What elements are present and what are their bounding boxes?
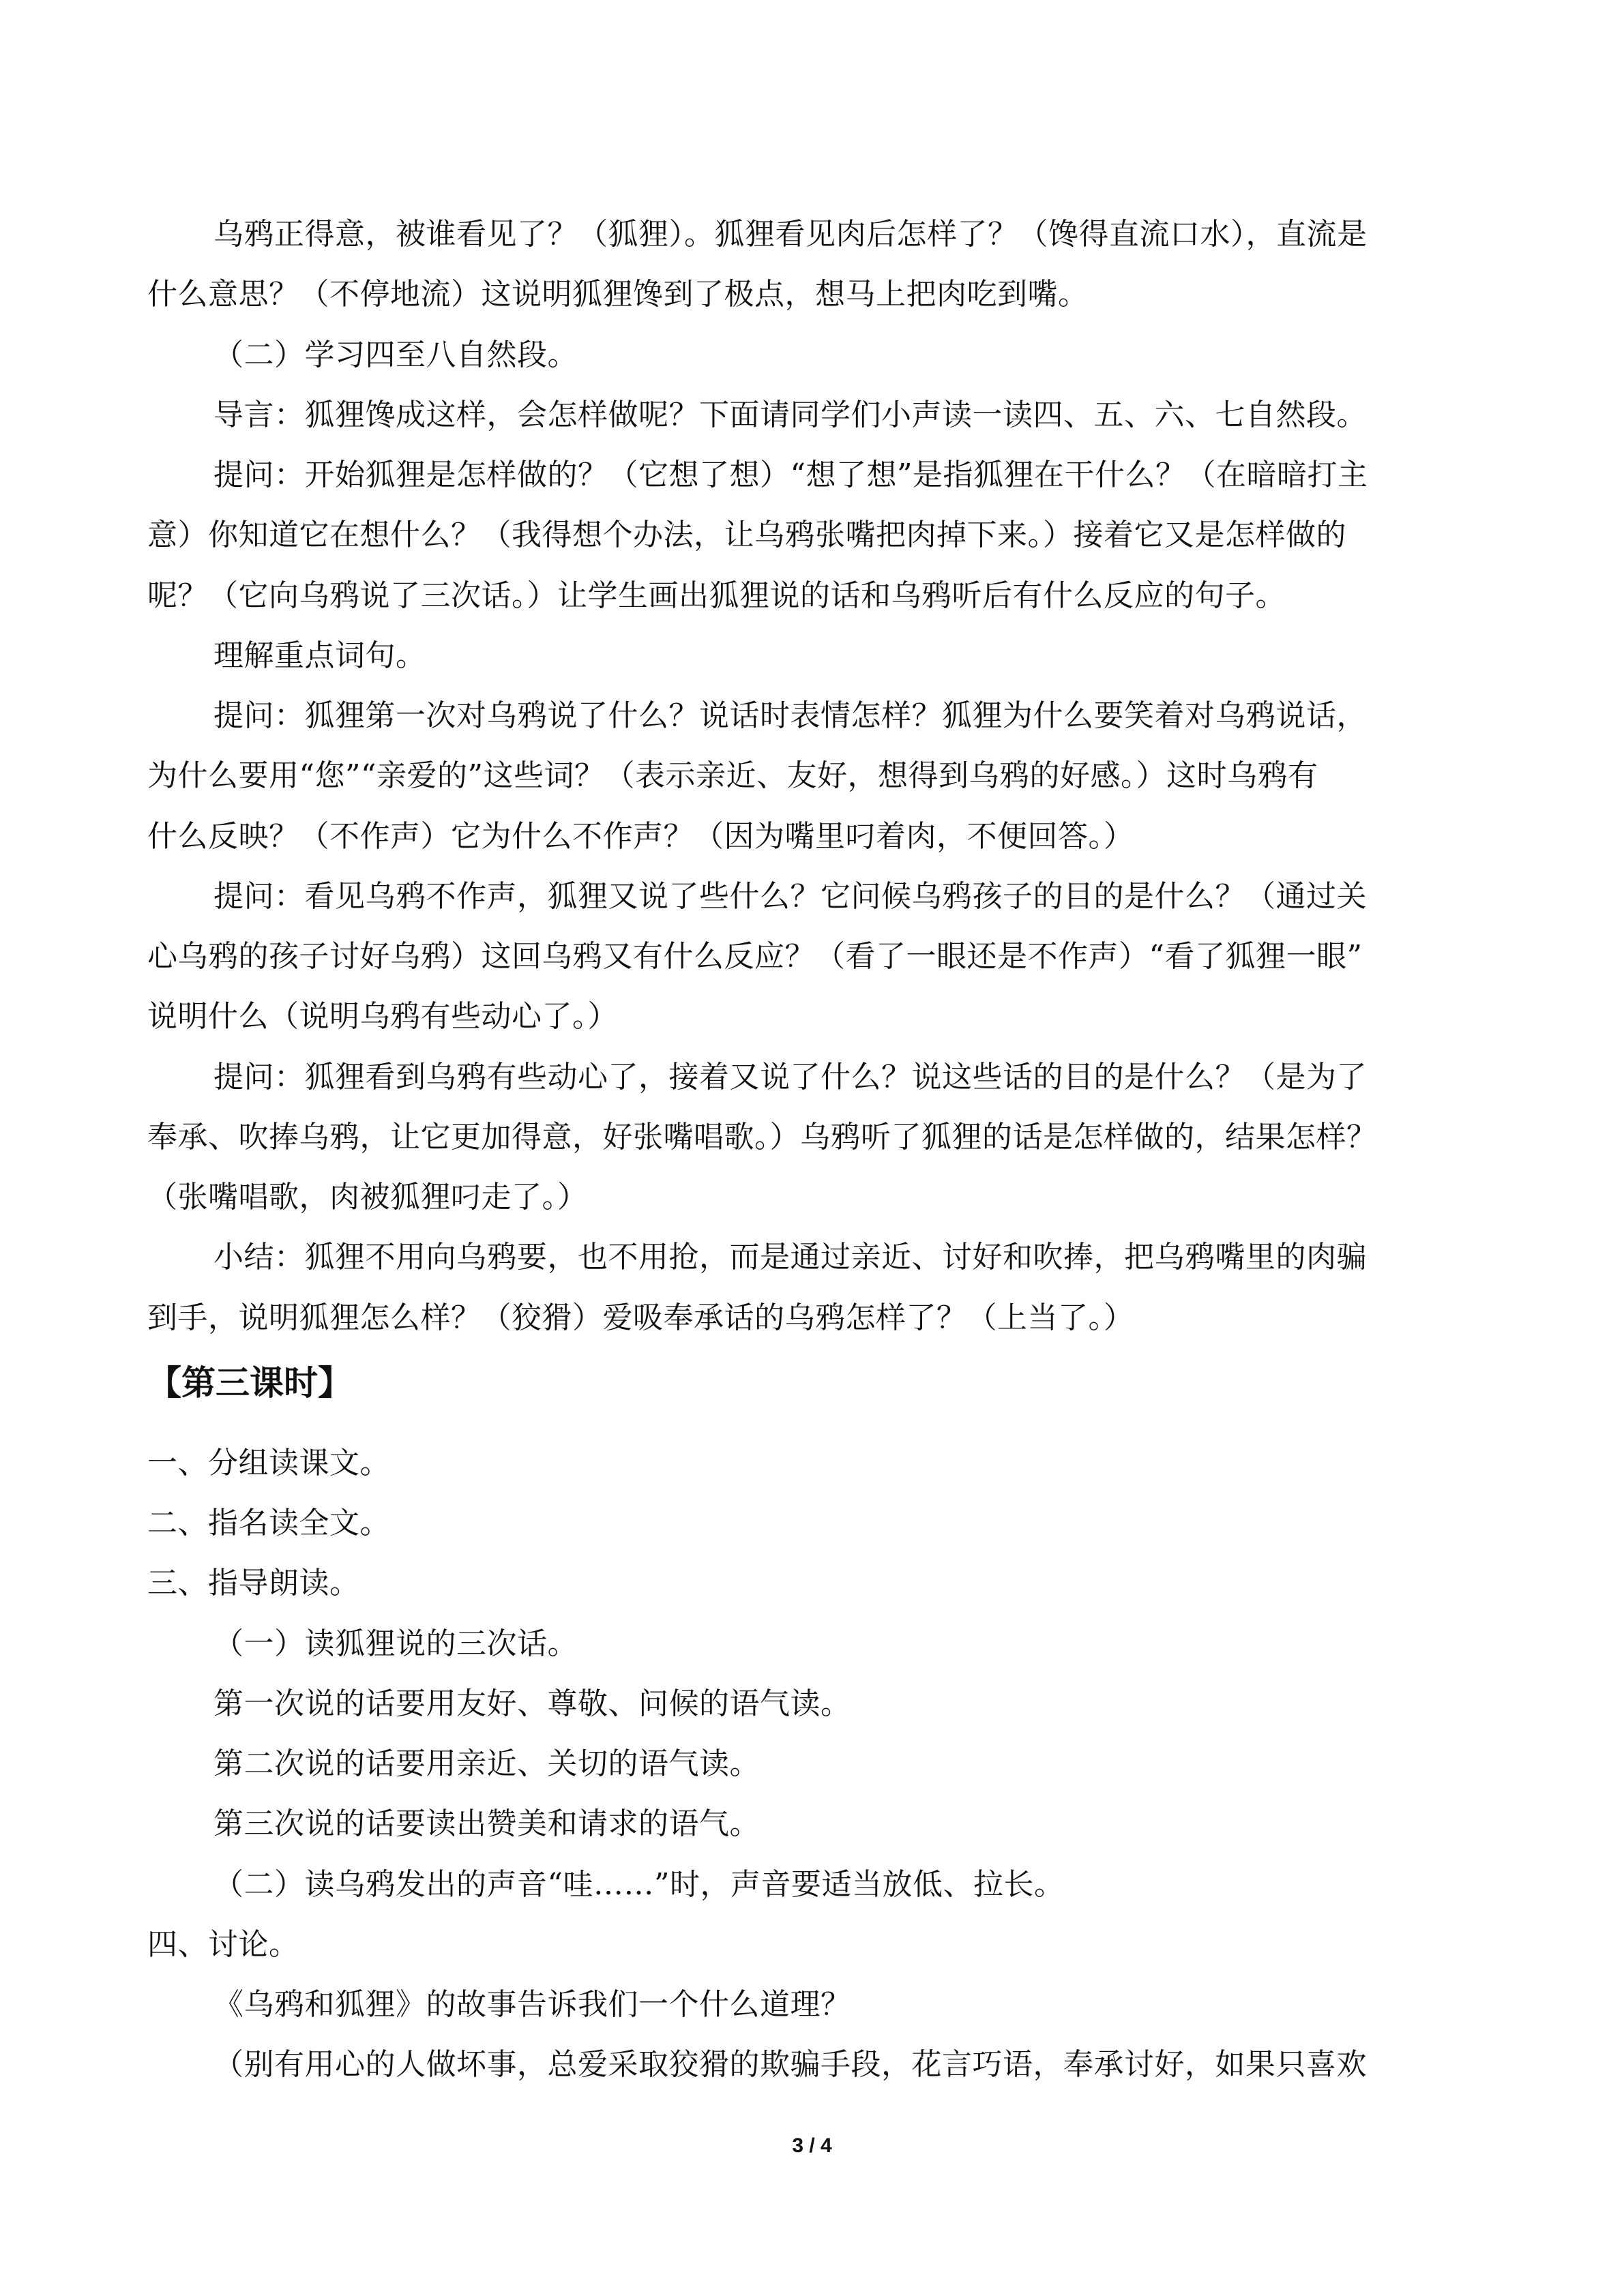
paragraph-line: 到手，说明狐狸怎么样？（狡猾）爱吸奉承话的乌鸦怎样了？（上当了。） (147, 1300, 1134, 1335)
paragraph-line: （张嘴唱歌，肉被狐狸叼走了。） (147, 1180, 588, 1214)
paragraph-line: 《乌鸦和狐狸》的故事告诉我们一个什么道理？ (213, 1987, 851, 2022)
section-subheading: （二）学习四至八自然段。 (213, 338, 578, 372)
paragraph-line: 第一次说的话要用友好、尊敬、问候的语气读。 (213, 1686, 851, 1721)
paragraph-line: 奉承、吹捧乌鸦，让它更加得意，好张嘴唱歌。）乌鸦听了狐狸的话是怎样做的，结果怎样？ (147, 1120, 1377, 1154)
paragraph-line: 提问：狐狸看到乌鸦有些动心了，接着又说了什么？说这些话的目的是什么？（是为了 (213, 1060, 1367, 1094)
paragraph-line: 什么反映？（不作声）它为什么不作声？（因为嘴里叼着肉，不便回答。） (147, 819, 1134, 854)
paragraph-line: 呢？（它向乌鸦说了三次话。）让学生画出狐狸说的话和乌鸦听后有什么反应的句子。 (147, 578, 1286, 613)
paragraph-line: 为什么要用“您”“亲爱的”这些词？（表示亲近、友好，想得到乌鸦的好感。）这时乌鸦有 (147, 758, 1318, 793)
paragraph-line: 乌鸦正得意，被谁看见了？（狐狸）。狐狸看见肉后怎样了？（馋得直流口水），直流是 (213, 217, 1368, 252)
paragraph-line: 第二次说的话要用亲近、关切的语气读。 (213, 1746, 760, 1781)
paragraph-line: 提问：看见乌鸦不作声，狐狸又说了些什么？它问候乌鸦孩子的目的是什么？（通过关 (213, 879, 1367, 914)
section-subheading: （一）读狐狸说的三次话。 (213, 1626, 578, 1661)
section-subheading: （二）读乌鸦发出的声音“哇……”时，声音要适当放低、拉长。 (213, 1867, 1065, 1902)
paragraph-line: 意）你知道它在想什么？（我得想个办法，让乌鸦张嘴把肉掉下来。）接着它又是怎样做的 (147, 518, 1346, 552)
list-item: 二、指名读全文。 (147, 1506, 390, 1540)
list-item: 一、分组读课文。 (147, 1446, 390, 1480)
paragraph-line: 提问：狐狸第一次对乌鸦说了什么？说话时表情怎样？狐狸为什么要笑着对乌鸦说话， (213, 698, 1367, 733)
page-number: 3 / 4 (792, 2134, 832, 2157)
paragraph-line: 提问：开始狐狸是怎样做的？（它想了想）“想了想”是指狐狸在干什么？（在暗暗打主 (213, 458, 1368, 492)
paragraph-line: 小结：狐狸不用向乌鸦要，也不用抢，而是通过亲近、讨好和吹捧，把乌鸦嘴里的肉骗 (213, 1240, 1367, 1274)
paragraph-line: 理解重点词句。 (213, 638, 426, 673)
paragraph-line: 第三次说的话要读出赞美和请求的语气。 (213, 1806, 760, 1841)
paragraph-line: 心乌鸦的孩子讨好乌鸦）这回乌鸦又有什么反应？（看了一眼还是不作声）“看了狐狸一眼” (147, 939, 1363, 974)
lesson-heading: 【第三课时】 (147, 1363, 352, 1403)
paragraph-line: 说明什么（说明乌鸦有些动心了。） (147, 999, 618, 1034)
list-item: 三、指导朗读。 (147, 1566, 360, 1600)
paragraph-line: （别有用心的人做坏事，总爱采取狡猾的欺骗手段，花言巧语，奉承讨好，如果只喜欢 (213, 2047, 1367, 2082)
list-item: 四、讨论。 (147, 1927, 299, 1962)
paragraph-line: 什么意思？（不停地流）这说明狐狸馋到了极点，想马上把肉吃到嘴。 (147, 277, 1089, 312)
paragraph-line: 导言：狐狸馋成这样，会怎样做呢？下面请同学们小声读一读四、五、六、七自然段。 (213, 398, 1367, 432)
